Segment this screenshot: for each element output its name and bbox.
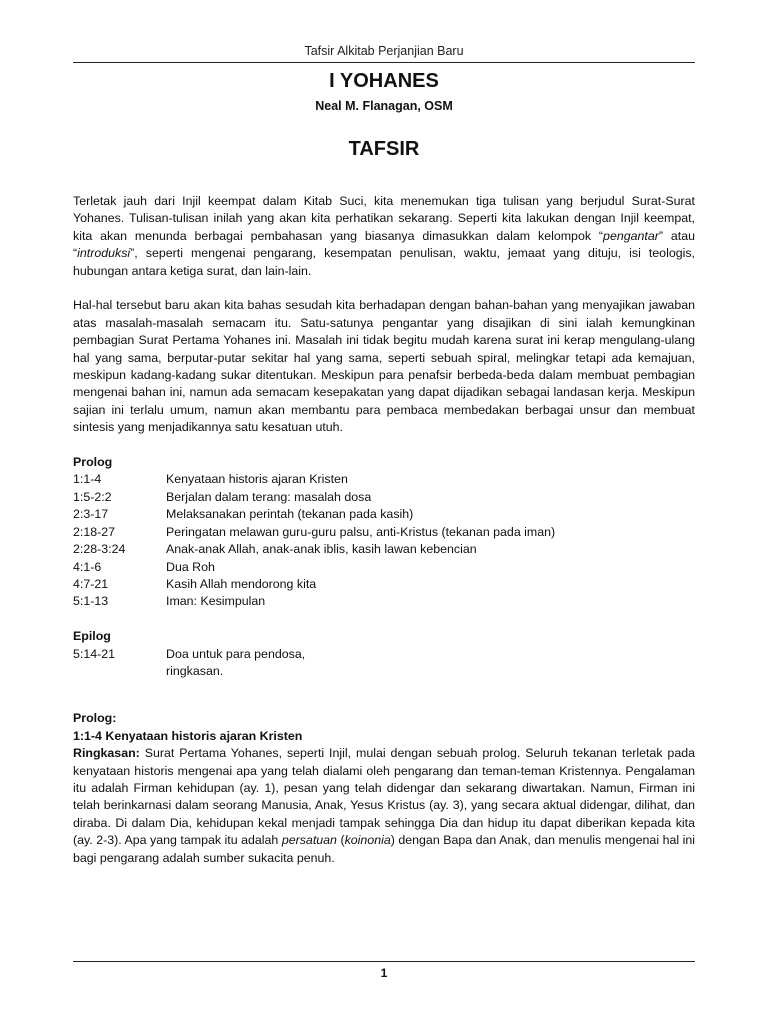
outline-row (73, 489, 695, 506)
outline-desc: Peringatan melawan guru-guru palsu, anti-Kristus (tekanan pada iman) (166, 524, 556, 539)
footer-rule (73, 961, 695, 962)
outline-row (73, 646, 695, 663)
outline-desc: Anak-anak Allah, anak-anak iblis, kasih lawan kebencian (166, 542, 477, 557)
outline-desc: Melaksanakan perintah (tekanan pada kasih) (166, 507, 414, 522)
commentary-prolog-heading: Prolog: (73, 711, 117, 726)
outline-desc: Doa untuk para pendosa, (166, 646, 306, 661)
outline-ref: 2:28-3:24 (73, 542, 126, 557)
outline-prolog-label: Prolog (73, 455, 113, 470)
document-title: I YOHANES (329, 70, 439, 92)
page-number: 1 (380, 966, 388, 980)
outline-ref: 4:1-6 (73, 559, 102, 574)
summary-label: Ringkasan: (73, 746, 140, 761)
summary-paragraph: Ringkasan: Surat Pertama Yohanes, seperti Injil, mulai dengan sebuah prolog. Seluruh tekanan terletak pada kenyataan historis mengenai apa yang telah dialami oleh pengarang dan teman-teman Kristennya. Pengalaman itu adalah Firman kehidupan (ay. 1), pesan yang telah didengar dan sekarang diwartakan. Namun, Firman ini telah berinkarnasi dalam seorang Manusia, Anak, Yesus Kristus (ay. 3), yang secara aktual didengar, dilihat, dan diraba. Di dalam Dia, kehidupan kekal menjadi tampak sehingga Dia dan hidup itu dapat diberikan kepada kita (ay. 2-3). Apa yang tampak itu adalah persatuan (koinonia) dengan Bapa dan Anak, dan menulis mengenai hal ini bagi pengarang adalah sumber sukacita penuh. (73, 746, 695, 865)
section-title: TAFSIR (348, 138, 420, 160)
outline-ref: 5:14-21 (73, 646, 116, 661)
outline-ref: 2:3-17 (73, 507, 109, 522)
document-body (73, 193, 695, 867)
outline-row (73, 541, 695, 558)
outline-row (73, 593, 695, 610)
outline-epilog-label: Epilog (73, 629, 111, 644)
outline-desc: Berjalan dalam terang: masalah dosa (166, 489, 372, 504)
outline-row (73, 663, 695, 680)
intro-paragraph-2: Hal-hal tersebut baru akan kita bahas sesudah kita berhadapan dengan bahan-bahan yang menyajikan jawaban atas masalah-masalah semacam itu. Satu-satunya pengantar yang disajikan di sini ialah kemungkinan pembagian Surat Pertama Yohanes ini. Masalah ini tidak begitu mudah karena surat ini kerap mengulang-ulang hal yang sama, berputar-putar sekitar hal yang sama, seperti sebuah spiral, melingkar tetapi ada kemajuan, meskipun kadang-kadang sukar ditentukan. Meskipun para penafsir berbeda-beda dalam membuat pembagian mengenai bahan ini, namun ada semacam kesepakatan yang dapat dijadikan sebagai landasan kerja. Meskipun sajian ini terlalu umum, namun akan membantu para pembaca membedakan berbagai unsur dan membuat sintesis yang menjadikannya satu kesatuan utuh. (73, 298, 695, 435)
header-rule (73, 62, 695, 63)
outline-desc: Dua Roh (166, 559, 215, 574)
outline-row (73, 576, 695, 593)
outline-row (73, 559, 695, 576)
outline-row (73, 506, 695, 523)
author-name: Neal M. Flanagan, OSM (315, 99, 453, 113)
outline-row (73, 471, 695, 488)
outline-ref: 4:7-21 (73, 576, 109, 591)
outline-desc: Iman: Kesimpulan (166, 594, 266, 609)
outline-row (73, 524, 695, 541)
commentary-sub-heading: 1:1-4 Kenyataan historis ajaran Kristen (73, 728, 303, 743)
outline-desc: ringkasan. (166, 663, 224, 678)
outline-ref: 1:1-4 (73, 472, 102, 487)
outline-ref: 5:1-13 (73, 594, 109, 609)
outline-desc: Kasih Allah mendorong kita (166, 576, 317, 591)
intro-paragraph-1: Terletak jauh dari Injil keempat dalam Kitab Suci, kita menemukan tiga tulisan yang berjudul Surat-Surat Yohanes. Tulisan-tulisan inilah yang akan kita perhatikan sekarang. Seperti kita lakukan dengan Injil keempat, kita akan menunda berbagai pembahasan yang biasanya dimasukkan dalam kelompok “pengantar” atau “introduksi”, seperti mengenai pengarang, kesempatan penulisan, waktu, jemaat yang dituju, isi teologis, hubungan antara ketiga surat, dan lain-lain. (73, 194, 695, 278)
outline-ref: 2:18-27 (73, 524, 116, 539)
outline-desc: Kenyataan historis ajaran Kristen (166, 472, 348, 487)
outline-ref: 1:5-2:2 (73, 489, 112, 504)
running-header: Tafsir Alkitab Perjanjian Baru (304, 44, 464, 58)
